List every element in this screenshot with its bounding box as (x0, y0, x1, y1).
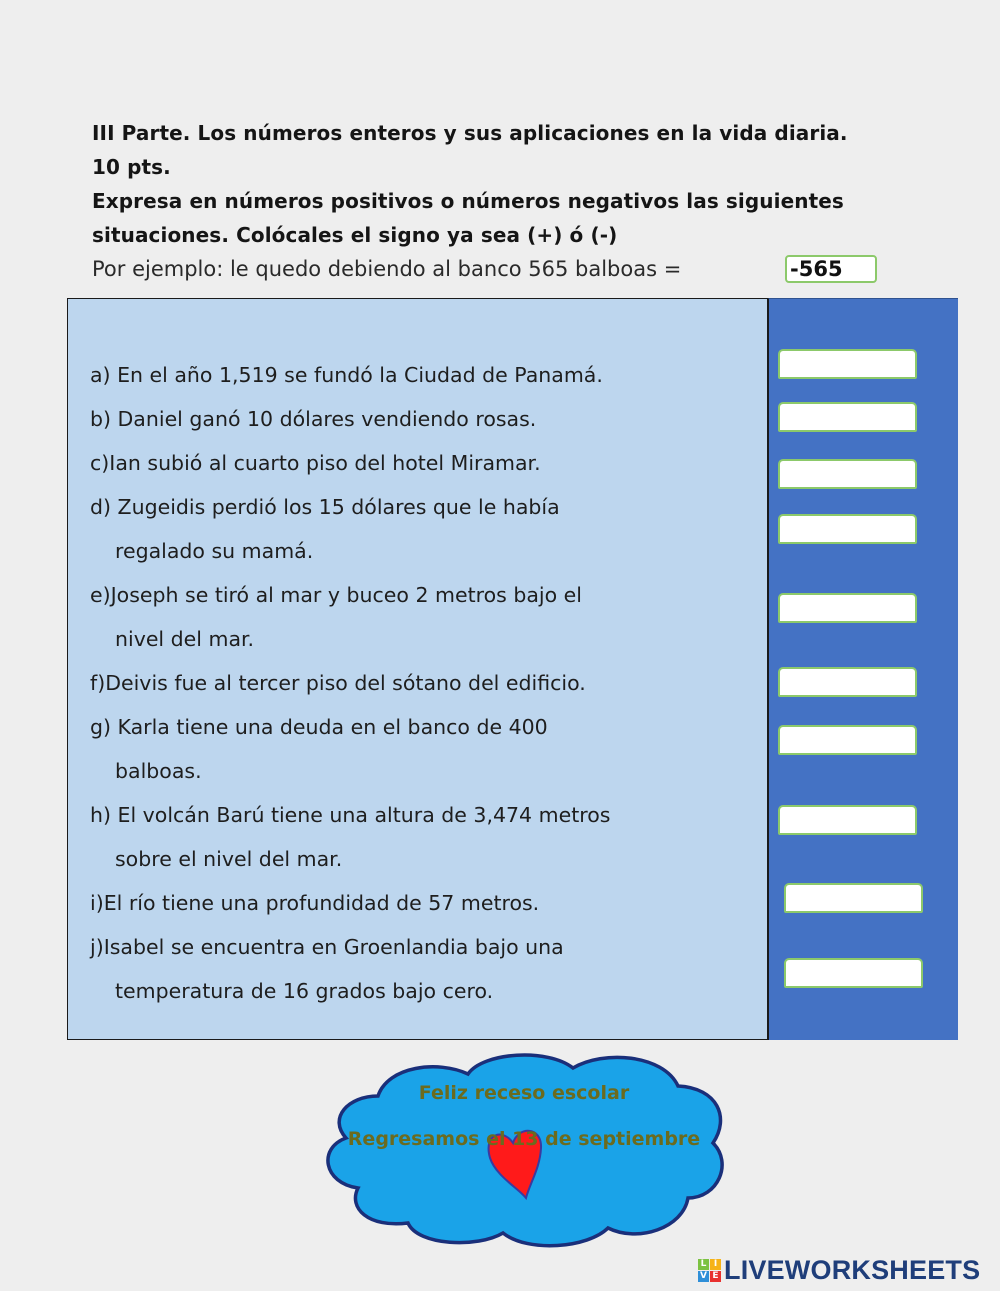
answer-input-i[interactable] (784, 883, 923, 913)
question-a: a) En el año 1,519 se fundó la Ciudad de Panamá. (90, 363, 603, 387)
question-h: h) El volcán Barú tiene una altura de 3,474 metros (90, 803, 611, 827)
question-b: b) Daniel ganó 10 dólares vendiendo rosas. (90, 407, 537, 431)
question-h-cont: sobre el nivel del mar. (115, 847, 343, 871)
answer-input-a[interactable] (778, 349, 917, 379)
question-f: f)Deivis fue al tercer piso del sótano del edificio. (90, 671, 586, 695)
answer-input-h[interactable] (778, 805, 917, 835)
question-i: i)El río tiene una profundidad de 57 metros. (90, 891, 540, 915)
question-d: d) Zugeidis perdió los 15 dólares que le había (90, 495, 560, 519)
section-title: III Parte. Los números enteros y sus aplicaciones en la vida diaria. (92, 121, 848, 145)
liveworksheets-logo (698, 1256, 980, 1284)
instructions-line2: situaciones. Colócales el signo ya sea (+) ó (-) (92, 223, 618, 247)
points-label: 10 pts. (92, 155, 171, 179)
question-e: e)Joseph se tiró al mar y buceo 2 metros bajo el (90, 583, 582, 607)
instructions-line1: Expresa en números positivos o números negativos las siguientes (92, 189, 844, 213)
question-g: g) Karla tiene una deuda en el banco de 400 (90, 715, 548, 739)
question-e-cont: nivel del mar. (115, 627, 255, 651)
answer-input-e[interactable] (778, 593, 917, 623)
question-j-cont: temperatura de 16 grados bajo cero. (115, 979, 494, 1003)
question-d-cont: regalado su mamá. (115, 539, 314, 563)
example-answer: -565 (785, 255, 877, 283)
question-j: j)Isabel se encuentra en Groenlandia bajo una (90, 935, 564, 959)
answer-input-c[interactable] (778, 459, 917, 489)
cloud-message-line2: Regresamos el 13 de septiembre (347, 1128, 701, 1150)
answer-input-j[interactable] (784, 958, 923, 988)
question-c: c)Ian subió al cuarto piso del hotel Miramar. (90, 451, 541, 475)
logo-icon: L I V E (698, 1259, 721, 1282)
cloud-message-line1: Feliz receso escolar (418, 1082, 630, 1104)
answer-input-f[interactable] (778, 667, 917, 697)
answer-input-b[interactable] (778, 402, 917, 432)
logo-text: LIVEWORKSHEETS (724, 1254, 981, 1285)
answer-input-g[interactable] (778, 725, 917, 755)
example-text: Por ejemplo: le quedo debiendo al banco 565 balboas = (92, 257, 682, 281)
question-g-cont: balboas. (115, 759, 202, 783)
answer-input-d[interactable] (778, 514, 917, 544)
